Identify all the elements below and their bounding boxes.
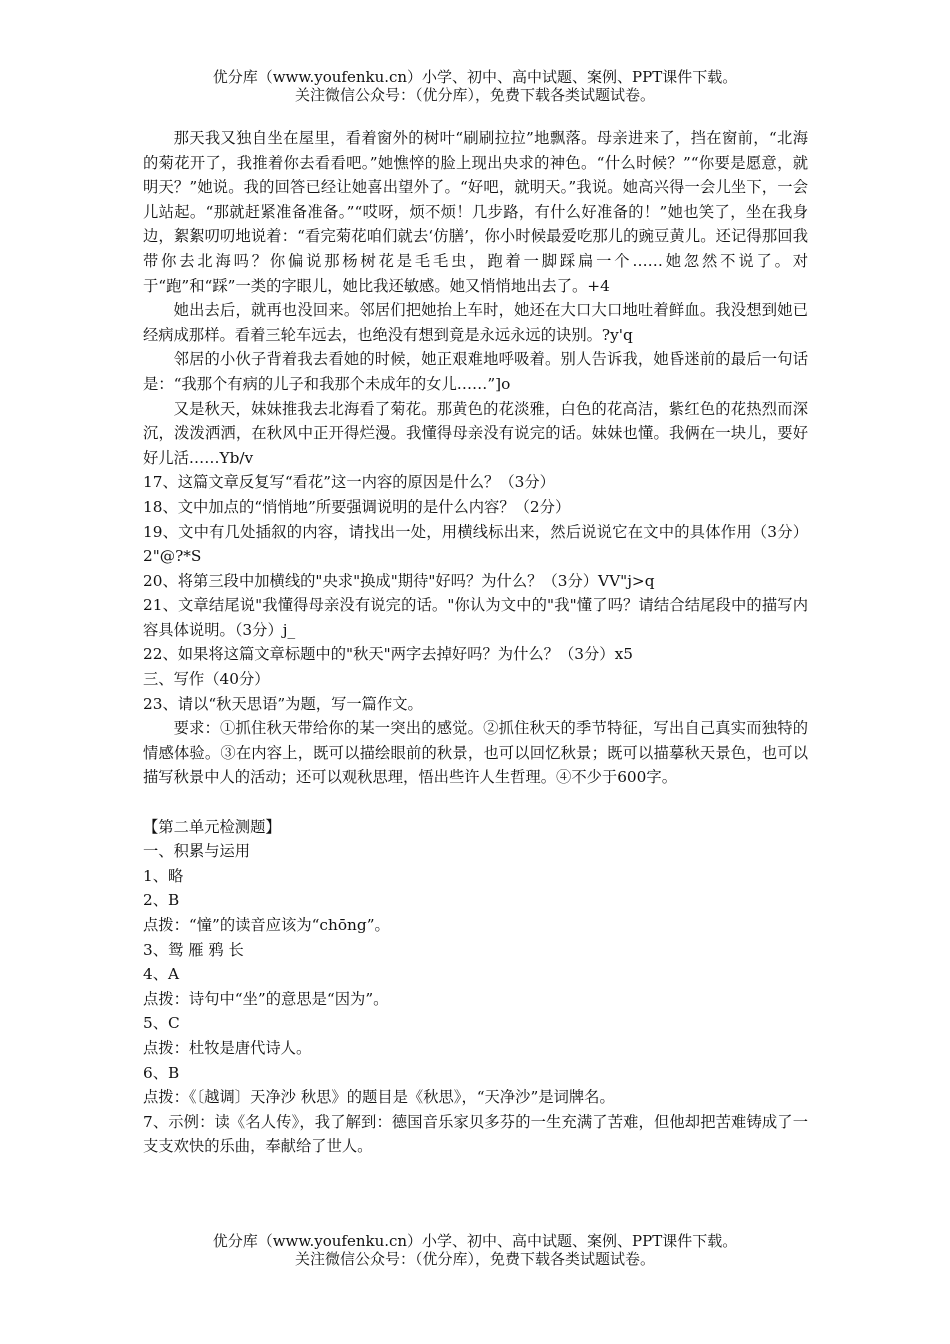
answer-2-note: 点拨：“憧”的读音应该为“chōng”。 bbox=[143, 916, 390, 934]
question-19: 19、文中有几处插叙的内容，请找出一处，用横线标出来，然后说说它在文中的具体作用（3分）2"@?*S bbox=[143, 522, 808, 566]
spacer bbox=[143, 790, 808, 815]
question-20: 20、将第三段中加横线的"央求"换成"期待"好吗？为什么？（3分）VV"j>q bbox=[143, 571, 655, 590]
passage-paragraph-1: 那天我又独自坐在屋里，看着窗外的树叶“刷刷拉拉”地飘落。母亲进来了，挡在窗前，“北海的菊花开了，我推着你去看看吧。”她憔悴的脸上现出央求的神色。“什么时候？”“你要是愿意，就明天？”她说。我的回答已经让她喜出望外了。“好吧，就明天。”我说。她高兴得一会儿坐下，一会儿站起。“那就赶紧准备准备。”“哎呀，烦不烦！几步路，有什么好准备的！”她也笑了，坐在我身边，絮絮叨叨地说着：“看完菊花咱们就去‘仿膳’，你小时候最爱吃那儿的豌豆黄儿。还记得那回我带你去北海吗？你偏说那杨树花是毛毛虫，跑着一脚踩扁一个……她忽然不说了。对于“跑”和“踩”一类的字眼儿，她比我还敏感。她又悄悄地出去了。+4 bbox=[143, 129, 808, 295]
answers-section-1: 一、积累与运用 bbox=[143, 842, 251, 861]
page-footer bbox=[0, 1232, 950, 1268]
writing-requirement: 要求：①抓住秋天带给你的某一突出的感觉。②抓住秋天的季节特征，写出自己真实而独特的情感体验。③在内容上，既可以描绘眼前的秋景，也可以回忆秋景；既可以描摹秋天景色，也可以描写秋景中人的活动；还可以观秋思理，悟出些许人生哲理。④不少于600字。 bbox=[143, 719, 808, 787]
question-22: 22、如果将这篇文章标题中的"秋天"两字去掉好吗？为什么？（3分）x5 bbox=[143, 645, 633, 664]
header-line-1: 优分库（www.youfenku.cn）小学、初中、高中试题、案例、PPT课件下载。 bbox=[212, 68, 738, 86]
answer-2: 2、B bbox=[143, 891, 180, 910]
question-17: 17、这篇文章反复写“看花”这一内容的原因是什么？（3分） bbox=[143, 473, 555, 492]
answer-1: 1、略 bbox=[143, 866, 184, 885]
question-21: 21、文章结尾说"我懂得母亲没有说完的话。"你认为文中的"我"懂了吗？请结合结尾段中的描写内容具体说明。（3分）j_ bbox=[143, 596, 808, 639]
footer-line-1: 优分库（www.youfenku.cn）小学、初中、高中试题、案例、PPT课件下载。 bbox=[212, 1232, 738, 1250]
answer-4: 4、A bbox=[143, 965, 180, 984]
question-23: 23、请以“秋天思语”为题，写一篇作文。 bbox=[143, 694, 423, 713]
document-body bbox=[143, 126, 808, 1159]
section-writing-heading: 三、写作（40分） bbox=[143, 670, 270, 689]
passage-paragraph-3: 邻居的小伙子背着我去看她的时候，她正艰难地呼吸着。别人告诉我，她昏迷前的最后一句话是：“我那个有病的儿子和我那个未成年的女儿……”]o bbox=[143, 350, 808, 393]
page-header bbox=[0, 68, 950, 104]
answer-5: 5、C bbox=[143, 1014, 180, 1033]
answer-6-note: 点拨：《〔越调〕天净沙 秋思》的题目是《秋思》，“天净沙”是词牌名。 bbox=[143, 1088, 615, 1107]
footer-line-2: 关注微信公众号：（优分库），免费下载各类试题试卷。 bbox=[294, 1250, 655, 1268]
answer-3: 3、鸳 雁 鸦 长 bbox=[143, 940, 244, 959]
answers-heading: 【第二单元检测题】 bbox=[143, 817, 281, 836]
header-line-2: 关注微信公众号：（优分库），免费下载各类试题试卷。 bbox=[294, 86, 655, 104]
answer-6: 6、B bbox=[143, 1063, 180, 1082]
answer-5-note: 点拨：杜牧是唐代诗人。 bbox=[143, 1038, 312, 1057]
answer-7: 7、示例：读《名人传》，我了解到：德国音乐家贝多芬的一生充满了苦难，但他却把苦难铸成了一支支欢快的乐曲，奉献给了世人。 bbox=[143, 1112, 808, 1156]
answer-4-note: 点拨：诗句中“坐”的意思是“因为”。 bbox=[143, 989, 389, 1008]
passage-paragraph-2: 她出去后，就再也没回来。邻居们把她抬上车时，她还在大口大口地吐着鲜血。我没想到她已经病成那样。看着三轮车远去，也绝没有想到竟是永远永远的诀别。?y'q bbox=[143, 301, 808, 344]
passage-paragraph-4: 又是秋天，妹妹推我去北海看了菊花。那黄色的花淡雅，白色的花高洁，紫红色的花热烈而深沉，泼泼洒洒，在秋风中正开得烂漫。我懂得母亲没有说完的话。妹妹也懂。我俩在一块儿，要好好儿活……Yb/v bbox=[143, 399, 808, 467]
question-18: 18、文中加点的“悄悄地”所要强调说明的是什么内容？（2分） bbox=[143, 497, 571, 516]
